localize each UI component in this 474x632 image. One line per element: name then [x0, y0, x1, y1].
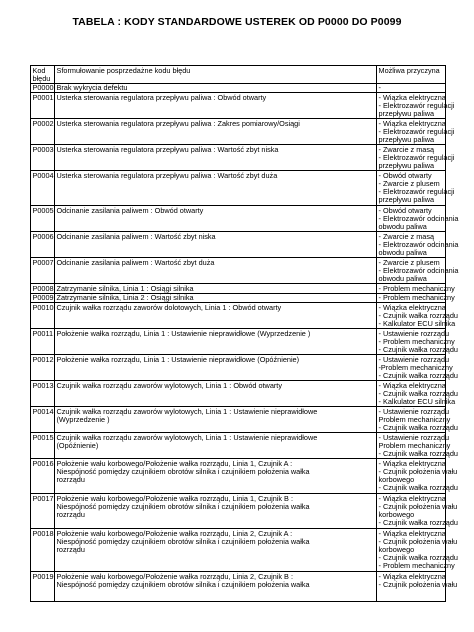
table-row [31, 93, 446, 119]
possible-cause-line: - Wiązka elektryczna [378, 493, 446, 503]
possible-cause-line: - Czujnik położenia wału [378, 537, 458, 547]
fault-description-line: Niespójność pomiędzy czujnikiem obrotów silnika i czujnikiem położenia wałka [56, 537, 310, 547]
header-code-line: błędu [32, 73, 51, 83]
possible-cause-line: - Czujnik położenia wału [378, 580, 458, 590]
possible-cause-line: - Czujnik wałka rozrządu [378, 483, 458, 493]
fault-description-line: Położenie wału korbowego/Położenie wałka rozrządu, Linia 2, Czujnik B : [56, 571, 293, 581]
possible-cause-line: korbowego [378, 510, 415, 520]
possible-cause-line: - Zwarcie z plusem [378, 257, 440, 267]
possible-causes [377, 83, 446, 93]
possible-causes [377, 283, 455, 294]
possible-cause-line: - Obwód otwarty [378, 205, 432, 215]
fault-description-line: Usterka sterowania regulatora przepływu paliwa : Wartość zbyt niska [56, 144, 279, 154]
fault-description [55, 206, 377, 232]
possible-causes [377, 354, 458, 381]
table-row [31, 206, 446, 232]
fault-code: P0009 [32, 293, 54, 303]
possible-cause-line: obwodu paliwa [378, 273, 427, 283]
fault-code-table [30, 65, 459, 602]
fault-description [55, 258, 377, 284]
possible-cause-line: korbowego [378, 545, 415, 555]
fault-code: P0003 [31, 145, 55, 171]
fault-description [55, 119, 377, 145]
possible-causes [377, 205, 459, 232]
possible-cause-line: - Elektrozawór regulacji [378, 126, 455, 136]
header-description-text: Sformułowanie posprzedażne kodu błędu [56, 65, 191, 75]
fault-code: P0006 [31, 232, 55, 258]
possible-cause-line: - Czujnik wałka rozrządu [378, 345, 458, 355]
possible-cause-line: - Elektrozawór regulacji [378, 152, 455, 162]
possible-cause-line: korbowego [378, 475, 415, 485]
table-row [31, 572, 446, 602]
fault-description [55, 145, 377, 171]
possible-cause-line: - Zwarcie z masą [378, 144, 435, 154]
possible-cause-line: - Zwarcie z plusem [378, 178, 440, 188]
possible-cause-line: Problem mechaniczny [378, 441, 451, 451]
possible-cause-line: obwodu paliwa [378, 247, 427, 257]
possible-causes [377, 571, 458, 602]
fault-description-line: Czujnik wałka rozrządu zaworów wylotowych, Linia 1 : Ustawienie nieprawidłowe [56, 432, 318, 442]
fault-description-line: Usterka sterowania regulatora przepływu paliwa : Wartość zbyt duża [56, 170, 278, 180]
possible-cause-line: - Ustawienie rozrządu [378, 354, 450, 364]
table-row [31, 459, 446, 494]
possible-cause-line: - Czujnik wałka rozrządu [378, 449, 458, 459]
table-row [31, 171, 446, 206]
possible-causes [377, 493, 458, 529]
fault-code: P0010 [31, 303, 55, 329]
possible-causes [377, 432, 458, 459]
fault-description-line: Położenie wału korbowego/Położenie wałka rozrządu, Linia 1, Czujnik A : [56, 458, 293, 468]
possible-cause-line: - Elektrozawór odcinania [378, 239, 459, 249]
table-row [31, 355, 446, 381]
table-row [31, 303, 446, 329]
possible-causes [377, 257, 459, 284]
possible-cause-line: przepływu paliwa [378, 160, 435, 170]
fault-description-line: Brak wykrycia defektu [56, 83, 128, 93]
fault-description [55, 459, 377, 494]
table-row [31, 407, 446, 433]
possible-causes [377, 92, 455, 119]
possible-cause-line: - Czujnik wałka rozrządu [378, 389, 458, 399]
possible-cause-line: obwodu paliwa [378, 221, 427, 231]
fault-description [55, 232, 377, 258]
fault-description [55, 433, 377, 459]
possible-cause-line: - Kalkulator ECU silnika [378, 319, 456, 329]
fault-code: P0001 [31, 93, 55, 119]
fault-code: P0017 [31, 494, 55, 529]
fault-code: P0008 [32, 283, 54, 293]
possible-cause-line: - Kalkulator ECU silnika [378, 397, 456, 407]
possible-causes [377, 406, 458, 433]
possible-cause-line: - Czujnik wałka rozrządu [378, 553, 458, 563]
possible-cause-line: przepływu paliwa [378, 134, 435, 144]
fault-description-line: Zatrzymanie silnika, Linia 2 : Osiągi silnika [56, 293, 194, 303]
fault-description-line: Położenie wałka rozrządu, Linia 1 : Ustawienie nieprawidłowe (Wyprzedzenie ) [56, 328, 311, 338]
possible-causes [377, 231, 459, 258]
possible-cause-line: - Problem mechaniczny [378, 283, 455, 293]
possible-cause-line: - Obwód otwarty [378, 170, 432, 180]
possible-cause-line: - [378, 83, 381, 93]
possible-cause-line: - Problem mechaniczny [378, 293, 455, 303]
fault-description [55, 494, 377, 529]
fault-code: P0014 [31, 407, 55, 433]
page-title: TABELA : KODY STANDARDOWE USTEREK OD P0000 DO P0099 [72, 16, 402, 28]
possible-cause-line: - Ustawienie rozrządu [378, 406, 450, 416]
fault-description-line: Niespójność pomiędzy czujnikiem obrotów silnika i czujnikiem położenia wałka [56, 502, 310, 512]
possible-cause-line: - Problem mechaniczny [378, 337, 455, 347]
possible-cause-line: - Problem mechaniczny [378, 561, 455, 571]
possible-cause-line: - Wiązka elektryczna [378, 302, 446, 312]
possible-cause-line: - Czujnik położenia wału [378, 467, 458, 477]
possible-cause-line: - Wiązka elektryczna [378, 118, 446, 128]
possible-cause-line: - Ustawienie rozrządu [378, 432, 450, 442]
fault-description [55, 381, 377, 407]
fault-description [55, 529, 377, 572]
table-row [31, 433, 446, 459]
header-cause-text: Możliwa przyczyna [378, 65, 440, 75]
fault-description [55, 407, 377, 433]
possible-cause-line: - Wiązka elektryczna [378, 92, 446, 102]
header-code-line: Kod [32, 65, 46, 75]
possible-causes [377, 528, 458, 572]
fault-description [55, 284, 377, 294]
header-cause [377, 66, 446, 84]
table-row [31, 284, 446, 294]
possible-cause-line: - Elektrozawór odcinania [378, 213, 459, 223]
header-description [55, 66, 377, 84]
table-row [31, 293, 446, 303]
possible-cause-line: - Czujnik wałka rozrządu [378, 423, 458, 433]
fault-description [55, 93, 377, 119]
fault-code: P0000 [32, 83, 54, 93]
table-row [31, 232, 446, 258]
fault-code: P0018 [31, 529, 55, 572]
table-row [31, 381, 446, 407]
fault-description-line: rozrządu [56, 545, 85, 555]
possible-causes [377, 380, 458, 407]
header-code [31, 66, 55, 84]
possible-cause-line: -Problem mechaniczny [378, 363, 453, 373]
possible-causes [377, 458, 458, 494]
possible-causes [377, 170, 455, 206]
possible-cause-line: - Czujnik wałka rozrządu [378, 311, 458, 321]
fault-description [55, 572, 377, 602]
table-row [31, 145, 446, 171]
fault-code: P0016 [31, 459, 55, 494]
possible-cause-line: - Wiązka elektryczna [378, 380, 446, 390]
fault-description-line: Odcinanie zasilania paliwem : Obwód otwarty [56, 205, 204, 215]
fault-description-line: (Wyprzedzenie ) [56, 415, 110, 425]
fault-code: P0007 [31, 258, 55, 284]
possible-cause-line: Problem mechaniczny [378, 415, 451, 425]
fault-code: P0019 [31, 572, 55, 602]
fault-description-line: rozrządu [56, 510, 85, 520]
fault-code: P0013 [31, 381, 55, 407]
fault-description-line: Czujnik wałka rozrządu zaworów wylotowych, Linia 1 : Ustawienie nieprawidłowe [56, 406, 318, 416]
possible-cause-line: - Elektrozawór regulacji [378, 100, 455, 110]
possible-cause-line: - Wiązka elektryczna [378, 528, 446, 538]
fault-description-line: Usterka sterowania regulatora przepływu paliwa : Zakres pomiarowy/Osiągi [56, 118, 300, 128]
fault-code: P0005 [31, 206, 55, 232]
table-row [31, 119, 446, 145]
fault-description-line: rozrządu [56, 475, 85, 485]
fault-description-line: Zatrzymanie silnika, Linia 1 : Osiągi silnika [56, 283, 194, 293]
fault-code: P0015 [31, 433, 55, 459]
fault-description [55, 293, 377, 303]
possible-causes [377, 293, 455, 303]
possible-cause-line: - Zwarcie z masą [378, 231, 435, 241]
fault-description-line: Niespójność pomiędzy czujnikiem obrotów silnika i czujnikiem położenia wałka [56, 467, 310, 477]
fault-code: P0004 [31, 171, 55, 206]
possible-cause-line: - Czujnik położenia wału [378, 502, 458, 512]
table-row [31, 258, 446, 284]
fault-description [55, 83, 377, 93]
table-row [31, 494, 446, 529]
table-row [31, 83, 446, 93]
possible-cause-line: - Elektrozawór odcinania [378, 265, 459, 275]
possible-causes [377, 328, 458, 355]
fault-description [55, 171, 377, 206]
table-header-row [31, 66, 446, 84]
possible-cause-line: - Wiązka elektryczna [378, 571, 446, 581]
possible-cause-line: - Czujnik wałka rozrządu [378, 518, 458, 528]
fault-description-line: Niespójność pomiędzy czujnikiem obrotów silnika i czujnikiem położenia wałka [56, 580, 310, 590]
fault-description-line: Położenie wałka rozrządu, Linia 1 : Ustawienie nieprawidłowe (Opóźnienie) [56, 354, 300, 364]
fault-description-line: (Opóźnienie) [56, 441, 99, 451]
possible-cause-line: - Ustawienie rozrządu [378, 328, 450, 338]
fault-description-line: Usterka sterowania regulatora przepływu paliwa : Obwód otwarty [56, 92, 267, 102]
fault-description-line: Czujnik wałka rozrządu zaworów dolotowych, Linia 1 : Obwód otwarty [56, 302, 282, 312]
possible-causes [377, 144, 455, 171]
possible-cause-line: - Elektrozawór regulacji [378, 186, 455, 196]
fault-description [55, 355, 377, 381]
fault-code: P0011 [31, 329, 55, 355]
fault-description [55, 329, 377, 355]
fault-description-line: Położenie wału korbowego/Położenie wałka rozrządu, Linia 1, Czujnik B : [56, 493, 293, 503]
possible-cause-line: - Czujnik wałka rozrządu [378, 371, 458, 381]
fault-description-line: Czujnik wałka rozrządu zaworów wylotowych, Linia 1 : Obwód otwarty [56, 380, 282, 390]
fault-code: P0002 [31, 119, 55, 145]
possible-cause-line: przepływu paliwa [378, 108, 435, 118]
fault-code: P0012 [31, 355, 55, 381]
table-row [31, 329, 446, 355]
fault-description [55, 303, 377, 329]
table-body [31, 65, 459, 602]
fault-description-line: Odcinanie zasilania paliwem : Wartość zbyt niska [56, 231, 216, 241]
possible-causes [377, 302, 458, 329]
table-row [31, 529, 446, 572]
possible-causes [377, 118, 455, 145]
fault-description-line: Położenie wału korbowego/Położenie wałka rozrządu, Linia 2, Czujnik A : [56, 528, 293, 538]
possible-cause-line: - Wiązka elektryczna [378, 458, 446, 468]
fault-description-line: Odcinanie zasilania paliwem : Wartość zbyt duża [56, 257, 215, 267]
possible-cause-line: przepływu paliwa [378, 195, 435, 205]
